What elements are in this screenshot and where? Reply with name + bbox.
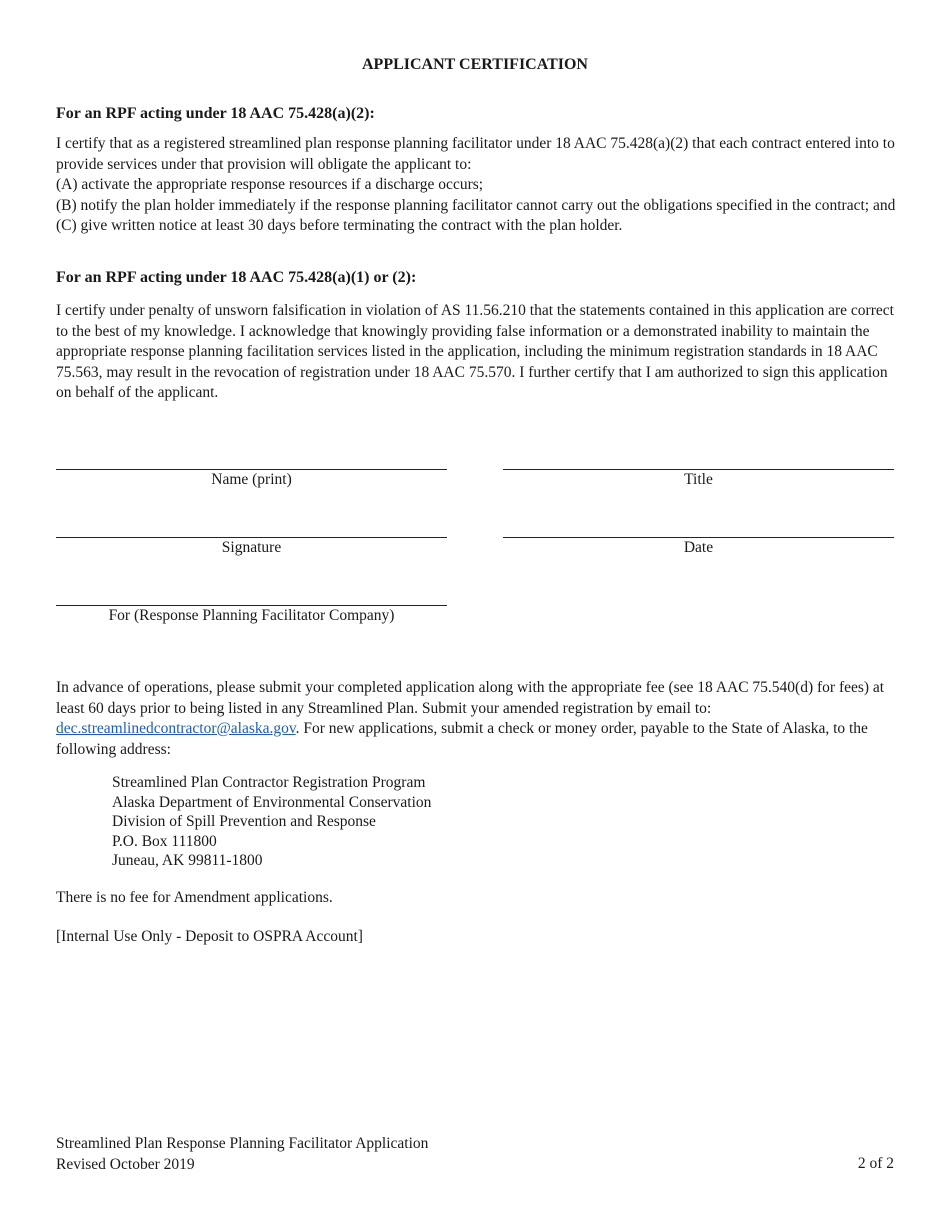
section-1-item-a: (A) activate the appropriate response resources if a discharge occurs;	[56, 176, 484, 193]
section-2-heading: For an RPF acting under 18 AAC 75.428(a)(1) or (2):	[56, 269, 417, 286]
no-fee-note: There is no fee for Amendment applications.	[56, 889, 333, 906]
signature-label: Signature	[221, 539, 282, 556]
mailing-address	[112, 773, 431, 871]
section-1-item-c: (C) give written notice at least 30 days before terminating the contract with the plan holder.	[56, 217, 623, 234]
footer-left	[56, 1134, 428, 1175]
footer-doc-title: Streamlined Plan Response Planning Facilitator Application	[56, 1135, 429, 1152]
section-1-body	[56, 134, 896, 237]
submission-paragraph	[56, 678, 891, 760]
date-label: Date	[683, 539, 714, 556]
address-line: Alaska Department of Environmental Conservation	[112, 793, 432, 811]
section-1-heading: For an RPF acting under 18 AAC 75.428(a)(2):	[56, 105, 375, 122]
internal-use-note: [Internal Use Only - Deposit to OSPRA Account]	[56, 928, 363, 945]
page-title: APPLICANT CERTIFICATION	[362, 56, 588, 73]
submission-instructions	[56, 678, 891, 760]
company-label: For (Response Planning Facilitator Company)	[108, 607, 395, 624]
certification-statement: I certify under penalty of unsworn falsification in violation of AS 11.56.210 that the statements contained in this application are correct to the best of my knowledge. I acknowledge that knowingly providing false information or a demonstrated inability to maintain the appropriate response planning facilitation services listed in the application, including the minimum registration standards in 18 AAC 75.563, may result in the revocation of registration under 18 AAC 75.570. I further certify that I am authorized to sign this application on behalf of the applicant.	[56, 302, 894, 401]
section-2-body	[56, 301, 896, 404]
footer-revised: Revised October 2019	[56, 1155, 195, 1173]
address-line: Division of Spill Prevention and Response	[112, 813, 376, 830]
submission-text-after: . For new applications, submit a check or money order, payable to the State of Alaska, to the following address:	[56, 720, 868, 758]
address-line: Juneau, AK 99811-1800	[112, 852, 263, 869]
section-1-intro: I certify that as a registered streamlined plan response planning facilitator under 18 AAC 75.428(a)(2) that each contract entered into to provide services under that provision will obligate the applicant to:	[56, 135, 895, 173]
section-1-item-b: (B) notify the plan holder immediately if the response planning facilitator cannot carry out the obligations specified in the contract; and	[56, 196, 896, 214]
page-number: 2 of 2	[857, 1155, 894, 1172]
title-label: Title	[684, 471, 713, 488]
address-line: Streamlined Plan Contractor Registration Program	[112, 774, 426, 791]
email-link[interactable]: dec.streamlinedcontractor@alaska.gov	[56, 720, 296, 737]
name-print-label: Name (print)	[211, 471, 292, 488]
address-line: P.O. Box 111800	[112, 832, 217, 850]
submission-text-before: In advance of operations, please submit your completed application along with the appropriate fee (see 18 AAC 75.540(d) for fees) at least 60 days prior to being listed in any Streamlined Plan. Submit your amended registration by email to:	[56, 679, 885, 717]
